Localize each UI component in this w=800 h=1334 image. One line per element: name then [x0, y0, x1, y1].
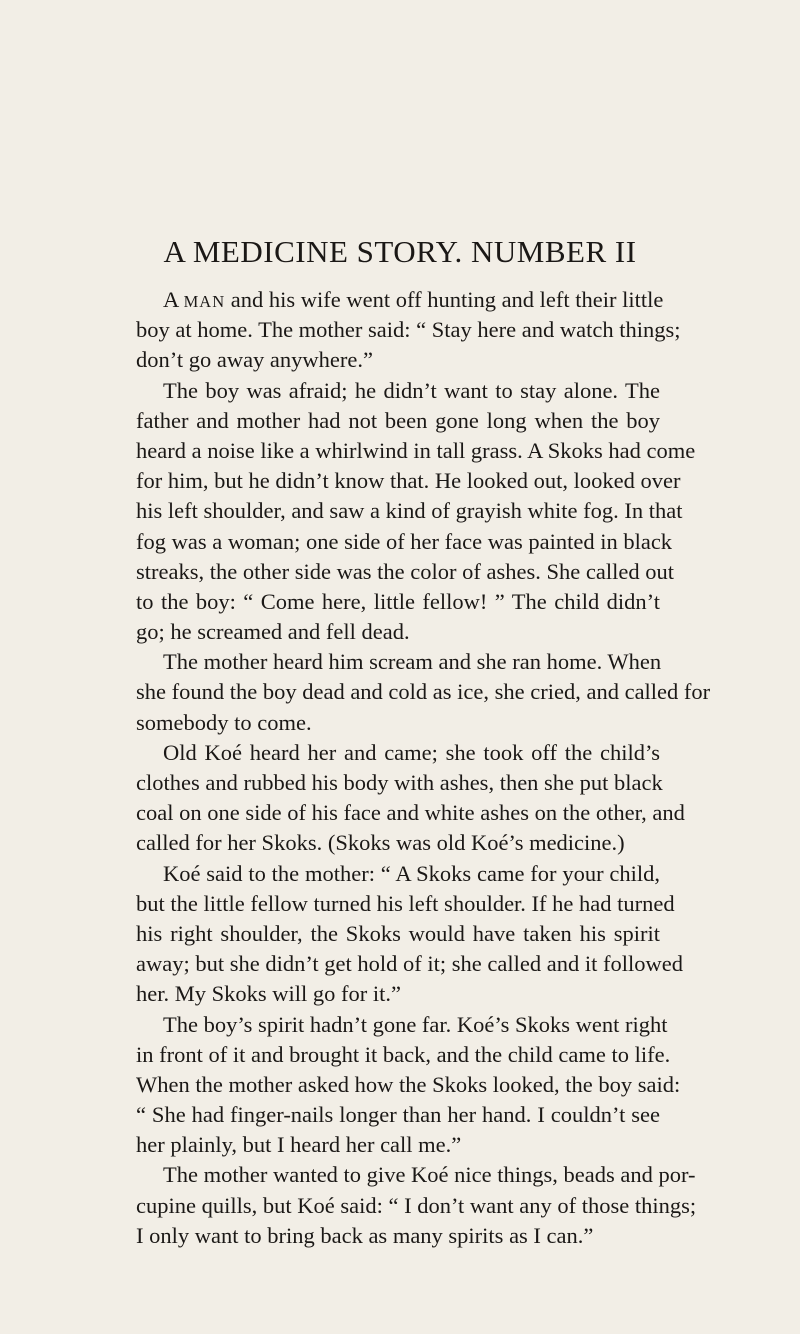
- text-line: The mother wanted to give Koé nice things, beads and por-: [163, 1162, 696, 1188]
- text-line-first: A MAN and his wife went off hunting and left their little: [163, 287, 664, 312]
- text-line: to the boy: “ Come here, little fellow! ” The child didn’t: [136, 588, 660, 614]
- text-line: coal on one side of his face and white ashes on the other, and: [136, 800, 685, 826]
- text-line: clothes and rubbed his body with ashes, then she put black: [136, 770, 663, 795]
- text-line: father and mother had not been gone long when the boy: [136, 407, 660, 433]
- text-line: don’t go away anywhere.”: [136, 347, 373, 373]
- text-line: streaks, the other side was the color of ashes. She called out: [136, 558, 674, 584]
- text-line: but the little fellow turned his left shoulder. If he had turned: [136, 890, 675, 916]
- small-caps-word: MAN: [183, 292, 226, 311]
- text-line: Koé said to the mother: “ A Skoks came for your child,: [163, 860, 660, 886]
- text-line: When the mother asked how the Skoks looked, the boy said:: [136, 1071, 681, 1097]
- text-line: “ She had finger-nails longer than her hand. I couldn’t see: [136, 1102, 660, 1128]
- text-line: The boy’s spirit hadn’t gone far. Koé’s Skoks went right: [163, 1011, 668, 1037]
- text-line: fog was a woman; one side of her face was painted in black: [136, 528, 673, 554]
- text-line: Old Koé heard her and came; she took off the child’s: [163, 739, 660, 765]
- text-line: called for her Skoks. (Skoks was old Koé’s medicine.): [136, 830, 625, 856]
- text-line: in front of it and brought it back, and the child came to life.: [136, 1041, 671, 1067]
- text-line: away; but she didn’t get hold of it; she called and it followed: [136, 951, 683, 977]
- text-line: The boy was afraid; he didn’t want to stay alone. The: [163, 377, 660, 403]
- text-line: I only want to bring back as many spirits as I can.”: [136, 1222, 594, 1248]
- text-line: for him, but he didn’t know that. He looked out, looked over: [136, 468, 681, 494]
- text-line: cupine quills, but Koé said: “ I don’t want any of those things;: [136, 1192, 697, 1218]
- story-body: [136, 285, 711, 1251]
- text-line: she found the boy dead and cold as ice, she cried, and called for: [136, 679, 711, 705]
- story-title: A MEDICINE STORY. NUMBER II: [163, 234, 637, 269]
- text-line: her. My Skoks will go for it.”: [136, 981, 401, 1007]
- text-line: boy at home. The mother said: “ Stay here and watch things;: [136, 317, 681, 343]
- text-line: her plainly, but I heard her call me.”: [136, 1132, 462, 1158]
- text-line: his left shoulder, and saw a kind of grayish white fog. In that: [136, 498, 683, 524]
- text-line: somebody to come.: [136, 709, 312, 735]
- text-line: The mother heard him scream and she ran home. When: [163, 649, 662, 675]
- text-line: go; he screamed and fell dead.: [136, 619, 410, 645]
- text-line: his right shoulder, the Skoks would have taken his spirit: [136, 920, 660, 946]
- text-line: heard a noise like a whirlwind in tall grass. A Skoks had come: [136, 437, 696, 463]
